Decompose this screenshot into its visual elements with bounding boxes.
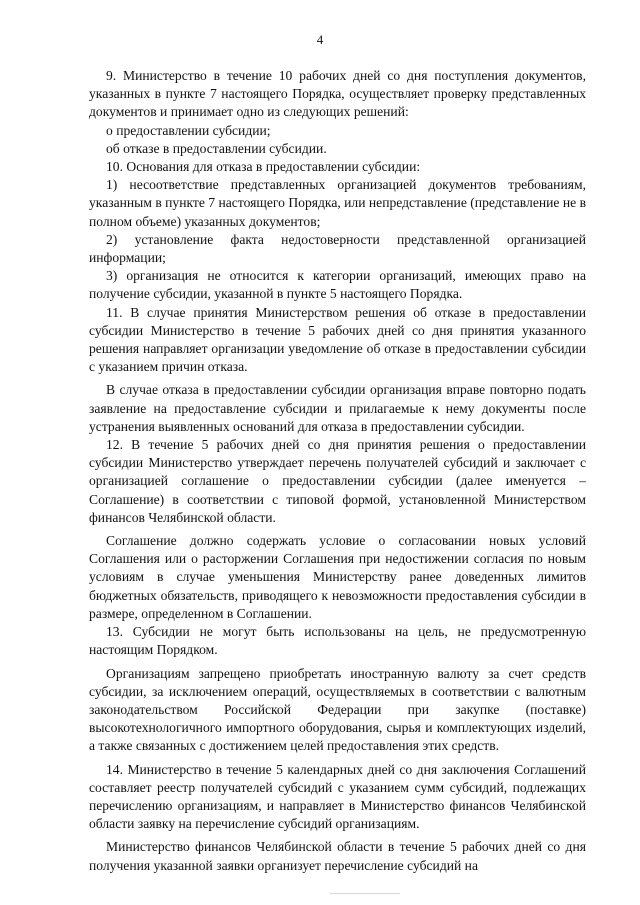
- paragraph-11: 11. В случае принятия Министерством решения об отказе в предоставлении субсидии Министерство в течение 5 рабочих дней со дня принятия указанного решения направляет организации уведомление об отказе в предоставлении субсидии с указанием причин отказа.: [89, 304, 586, 375]
- paragraph-decision-grant: о предоставлении субсидии;: [106, 122, 271, 138]
- paragraph-13: 13. Субсидии не могут быть использованы на цель, не предусмотренную настоящим Порядком.: [89, 624, 586, 658]
- paragraph-14-transfer: Министерство финансов Челябинской области в течение 5 рабочих дней со дня получения указанной заявки организует перечисление субсидий на: [89, 839, 586, 873]
- document-body: [89, 67, 586, 875]
- paragraph-12-agreement: Соглашение должно содержать условие о согласовании новых условий Соглашения или о расторжении Соглашения при недостижении согласия по новым условиям в случае уменьшения Министерству ранее доведенных лимитов бюджетных обязательств, приводящего к невозможности предоставления субсидии в размере, определенном в Соглашении.: [89, 533, 586, 621]
- paragraph-9: 9. Министерство в течение 10 рабочих дней со дня поступления документов, указанных в пункте 7 настоящего Порядка, осуществляет проверку представленных документов и принимает одно из следующих решений:: [89, 68, 586, 120]
- paragraph-10: 10. Основания для отказа в предоставлении субсидии:: [106, 159, 421, 175]
- paragraph-13-currency: Организациям запрещено приобретать иностранную валюту за счет средств субсидии, за исключением операций, осуществляемых в соответствии с валютным законодательством Российской Федерации при закупке (поставке) высокотехнологичного импортного оборудования, сырья и комплектующих изделий, а также связанных с достижением целей предоставления этих средств.: [89, 665, 586, 754]
- paragraph-10-1: 1) несоответствие представленных организацией документов требованиям, указанным в пункте 7 настоящего Порядка, или непредставление (представление не в полном объеме) указанных документов;: [89, 177, 586, 229]
- paragraph-14: 14. Министерство в течение 5 календарных дней со дня заключения Соглашений составляет реестр получателей субсидий с указанием сумм субсидий, подлежащих перечислению организациям, и направляет в Министерство финансов Челябинской области заявку на перечисление субсидий организациям.: [89, 761, 586, 832]
- paragraph-11-resubmit: В случае отказа в предоставлении субсидии организация вправе повторно подать заявление на предоставление субсидии и прилагаемые к нему документы после устранения выявленных оснований для отказа в предоставлении субсидии.: [89, 382, 586, 434]
- paragraph-10-3: 3) организация не относится к категории организаций, имеющих право на получение субсидии, указанной в пункте 5 настоящего Порядка.: [89, 268, 586, 302]
- page-number: 4: [316, 32, 324, 47]
- paragraph-decision-refuse: об отказе в предоставлении субсидии.: [106, 140, 327, 156]
- scan-artifact-line: [330, 893, 400, 894]
- paragraph-10-2: 2) установление факта недостоверности представленной организацией информации;: [89, 231, 586, 266]
- paragraph-12: 12. В течение 5 рабочих дней со дня принятия решения о предоставлении субсидии Министерство утверждает перечень получателей субсидий и заключает с организацией соглашение о предоставлении субсидии (далее именуется – Соглашение) в соответствии с типовой формой, установленной Министерством финансов Челябинской области.: [89, 437, 586, 525]
